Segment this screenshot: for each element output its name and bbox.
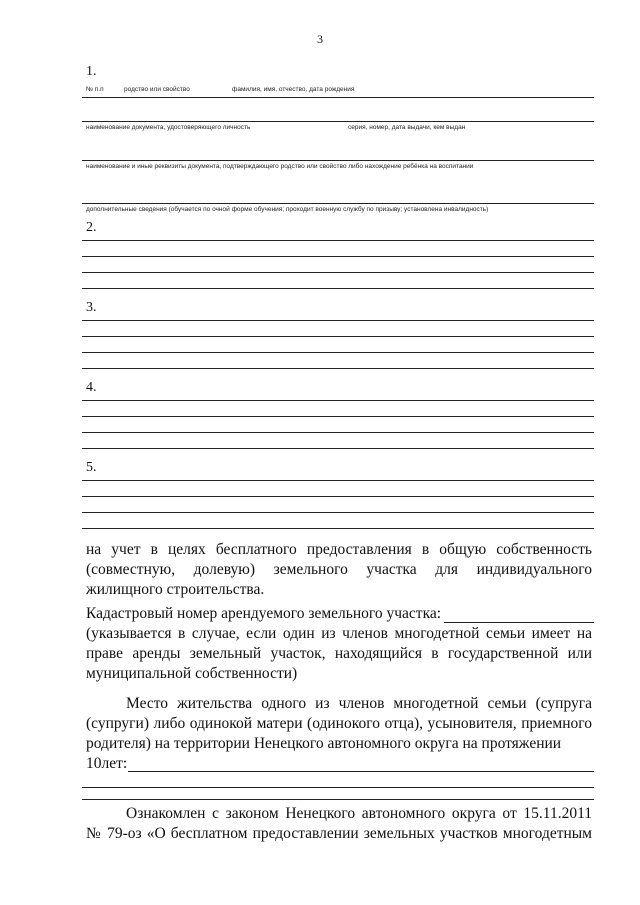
form-line[interactable]: [82, 432, 594, 433]
member-number: 4.: [86, 380, 97, 395]
form-line[interactable]: [82, 480, 594, 481]
caption-num: № п.п: [86, 86, 104, 93]
cadastral-input-line[interactable]: [444, 622, 594, 623]
form-line[interactable]: [82, 400, 594, 401]
form-line[interactable]: [82, 288, 594, 289]
form-line[interactable]: [82, 528, 594, 529]
cadastral-note: (указывается в случае, если один из членов многодетной семьи имеет на праве аренды земельный участок, находящийся в государственной или муниципальной собственности): [86, 625, 592, 682]
residence-input-line[interactable]: [128, 771, 594, 772]
form-line[interactable]: [82, 416, 594, 417]
form-line[interactable]: [82, 203, 594, 204]
caption-relation-doc: наименование и иные реквизиты документа, подтверждающего родство или свойство либо нахождение ребёнка на воспитании: [86, 163, 474, 170]
form-line[interactable]: [82, 256, 594, 257]
member-number: 2.: [86, 220, 97, 235]
form-line[interactable]: [82, 352, 594, 353]
residence-text: Место жительства одного из членов многодетной семьи (супруга (супруги) либо одинокой матери (одинокого отца), усыновителя, приемного родителя) на территории Ненецкого автономного округа на протяжении: [86, 695, 592, 752]
form-line[interactable]: [82, 160, 594, 161]
member-number: 5.: [86, 460, 97, 475]
member-number: 3.: [86, 300, 97, 315]
form-line[interactable]: [82, 368, 594, 369]
residence-input-line-3[interactable]: [82, 799, 594, 800]
form-line[interactable]: [82, 336, 594, 337]
form-line[interactable]: [82, 97, 594, 98]
residence-paragraph: [86, 694, 592, 754]
form-line[interactable]: [82, 496, 594, 497]
form-line[interactable]: [82, 512, 594, 513]
residence-input-line-2[interactable]: [82, 787, 594, 788]
acquaintance-line-2: № 79-оз «О бесплатном предоставлении земельных участков многодетным: [86, 825, 592, 842]
caption-fio: фамилия, имя, отчество, дата рождения: [232, 86, 355, 93]
form-line[interactable]: [82, 448, 594, 449]
member-number: 1.: [86, 64, 97, 79]
purpose-paragraph: на учет в целях бесплатного предоставления в общую собственность (совместную, долевую) земельного участка для индивидуального жилищного строительства.: [86, 541, 592, 598]
form-line[interactable]: [82, 240, 594, 241]
residence-tail: 10лет:: [86, 755, 128, 772]
acquaintance-line-1: Ознакомлен с законом Ненецкого автономного округа от 15.11.2011: [126, 805, 592, 822]
form-line[interactable]: [82, 320, 594, 321]
cadastral-label: Кадастровый номер арендуемого земельного участка:: [86, 605, 442, 622]
page-number: 3: [317, 32, 323, 46]
caption-id-details: серия, номер, дата выдачи, кем выдан: [348, 124, 466, 131]
caption-additional: дополнительные сведения (обучается по очной форме обучения; проходит военную службу по призыву; установлена инвалидность): [86, 206, 489, 213]
caption-relation: родство или свойство: [124, 86, 190, 93]
form-line[interactable]: [82, 121, 594, 122]
caption-id-doc: наименование документа, удостоверяющего личность: [86, 124, 251, 131]
form-line[interactable]: [82, 272, 594, 273]
